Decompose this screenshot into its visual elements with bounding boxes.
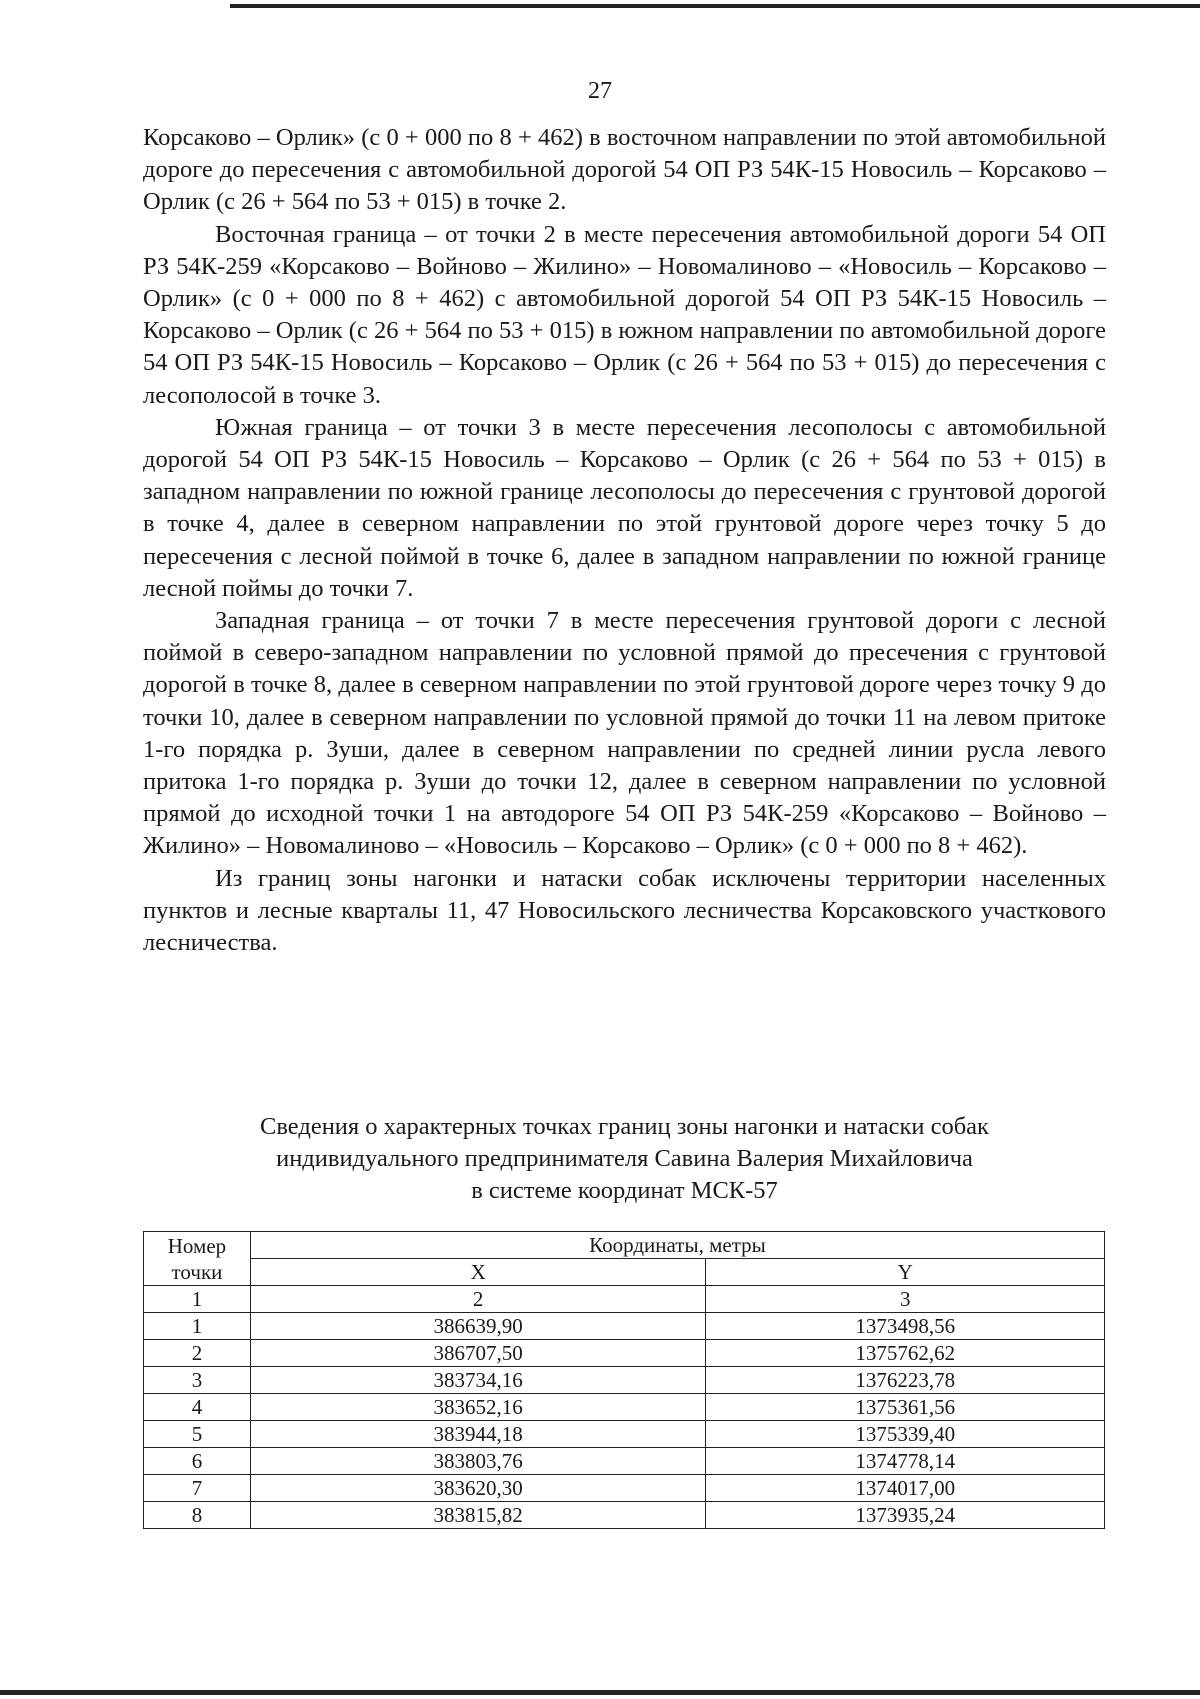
table-row	[144, 1313, 1105, 1340]
point-number: 3	[144, 1367, 251, 1394]
coordinate-x: 386707,50	[250, 1340, 705, 1367]
header-y: Y	[706, 1259, 1105, 1286]
point-number: 8	[144, 1502, 251, 1529]
table-header-row	[144, 1259, 1105, 1286]
table-header-row	[144, 1232, 1105, 1259]
column-number: 2	[250, 1286, 705, 1313]
coordinate-y: 1373935,24	[706, 1502, 1105, 1529]
coordinate-x: 383620,30	[250, 1475, 705, 1502]
point-number: 2	[144, 1340, 251, 1367]
coordinate-x: 386639,90	[250, 1313, 705, 1340]
page-number: 27	[588, 78, 612, 104]
point-number: 5	[144, 1421, 251, 1448]
coordinate-x: 383944,18	[250, 1421, 705, 1448]
header-x: X	[250, 1259, 705, 1286]
table-caption	[143, 1111, 1106, 1207]
table-caption-line: в системе координат МСК-57	[471, 1177, 778, 1204]
point-number: 7	[144, 1475, 251, 1502]
coordinates-table	[143, 1231, 1105, 1529]
coordinate-y: 1374017,00	[706, 1475, 1105, 1502]
table-row	[144, 1502, 1105, 1529]
paragraph-exclusions: Из границ зоны нагонки и натаски собак исключены территории населенных пунктов и лесные кварталы 11, 47 Новосильского лесничества Корсаковского участкового лесничества.	[143, 864, 1106, 957]
paragraph-east-border: Восточная граница – от точки 2 в месте пересечения автомобильной дороги 54 ОП РЗ 54К-259 «Корсаково – Войново – Жилино» – Новомалиново – «Новосиль – Корсаково – Орлик» (с 0 + 000 по 8 + 462) с автомобильной дорогой 54 ОП РЗ 54К-15 Новосиль – Корсаково – Орлик (с 26 + 564 по 53 + 015) в южном направлении по автомобильной дороге 54 ОП РЗ 54К-15 Новосиль – Корсаково – Орлик (с 26 + 564 по 53 + 015) до пересечения с лесополосой в точке 3.	[143, 220, 1106, 409]
column-number: 1	[144, 1286, 251, 1313]
table-row	[144, 1421, 1105, 1448]
header-point-number: Номер точки	[144, 1232, 251, 1286]
column-number: 3	[706, 1286, 1105, 1313]
point-number: 6	[144, 1448, 251, 1475]
point-number: 4	[144, 1394, 251, 1421]
table-caption-line: Сведения о характерных точках границ зоны нагонки и натаски собак	[260, 1113, 989, 1140]
table-caption-line: индивидуального предпринимателя Савина Валерия Михайловича	[276, 1145, 973, 1172]
coordinate-y: 1375339,40	[706, 1421, 1105, 1448]
header-coordinates: Координаты, метры	[250, 1232, 1104, 1259]
table-row	[144, 1367, 1105, 1394]
coordinate-x: 383803,76	[250, 1448, 705, 1475]
table-row	[144, 1394, 1105, 1421]
coordinate-y: 1373498,56	[706, 1313, 1105, 1340]
coordinate-x: 383652,16	[250, 1394, 705, 1421]
paragraph-south-border: Южная граница – от точки 3 в месте пересечения лесополосы с автомобильной дорогой 54 ОП РЗ 54К-15 Новосиль – Корсаково – Орлик (с 26 + 564 по 53 + 015) в западном направлении по южной границе лесополосы до пересечения с грунтовой дорогой в точке 4, далее в северном направлении по этой грунтовой дороге через точку 5 до пересечения с лесной поймой в точке 6, далее в западном направлении по южной границе лесной поймы до точки 7.	[143, 413, 1106, 602]
coordinate-y: 1375762,62	[706, 1340, 1105, 1367]
scan-border-top	[230, 4, 1200, 8]
coordinate-y: 1375361,56	[706, 1394, 1105, 1421]
scan-border-bottom	[0, 1690, 1200, 1695]
paragraph-west-border: Западная граница – от точки 7 в месте пересечения грунтовой дороги с лесной поймой в северо-западном направлении по условной прямой до пресечения с грунтовой дорогой в точке 8, далее в северном направлении по этой грунтовой дороге через точку 9 до точки 10, далее в северном направлении по условной прямой до точки 11 на левом притоке 1-го порядка р. Зуши, далее в северном направлении по средней линии русла левого притока 1-го порядка р. Зуши до точки 12, далее в северном направлении по условной прямой до исходной точки 1 на автодороге 54 ОП РЗ 54К-259 «Корсаково – Войново – Жилино» – Новомалиново – «Новосиль – Корсаково – Орлик» (с 0 + 000 по 8 + 462).	[143, 607, 1106, 860]
point-number: 1	[144, 1313, 251, 1340]
coordinate-y: 1374778,14	[706, 1448, 1105, 1475]
column-numbers-row	[144, 1286, 1105, 1313]
table-row	[144, 1340, 1105, 1367]
coordinate-x: 383815,82	[250, 1502, 705, 1529]
paragraph-north-continuation: Корсаково – Орлик» (с 0 + 000 по 8 + 462) в восточном направлении по этой автомобильной дороге до пересечения с автомобильной дорогой 54 ОП РЗ 54К-15 Новосиль – Корсаково – Орлик (с 26 + 564 по 53 + 015) в точке 2.	[143, 124, 1106, 216]
coordinate-y: 1376223,78	[706, 1367, 1105, 1394]
table-row	[144, 1448, 1105, 1475]
document-body	[143, 122, 1106, 959]
table-row	[144, 1475, 1105, 1502]
coordinate-x: 383734,16	[250, 1367, 705, 1394]
